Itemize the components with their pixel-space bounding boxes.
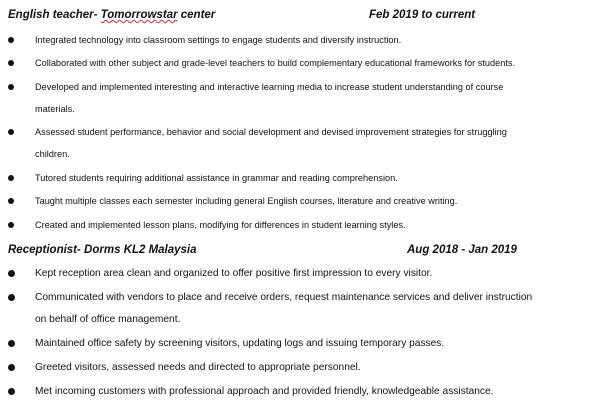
job2-item-3: Maintained office safety by screening visitors, updating logs and issuing temporary passes. xyxy=(35,338,445,349)
job2-item-5: Met incoming customers with professional approach and provided friendly, knowledgeable assistance. xyxy=(35,386,494,397)
job-dates-english-teacher: Feb 2019 to current xyxy=(369,9,476,21)
bullet-icon xyxy=(8,198,14,204)
job1-item-6: Taught multiple classes each semester including general English courses, literature and creative writing. xyxy=(35,196,458,206)
job1-item-5: Tutored students requiring additional assistance in grammar and reading comprehension. xyxy=(35,173,398,183)
job-title-prefix: English teacher- xyxy=(8,9,101,21)
job1-item-3-line2: materials. xyxy=(35,104,75,114)
bullet-icon xyxy=(8,175,14,181)
bullet-icon xyxy=(8,364,15,371)
job2-item-1: Kept reception area clean and organized to offer positive first impression to every visitor. xyxy=(35,268,433,279)
bullet-icon xyxy=(8,222,14,228)
bullet-icon xyxy=(8,294,15,301)
job1-item-4-line1: Assessed student performance, behavior and social development and devised improvement strategies for struggling xyxy=(35,127,507,137)
job1-item-3-line1: Developed and implemented interesting and interactive learning media to increase student understanding of course xyxy=(35,82,504,92)
job-title-english-teacher xyxy=(8,9,215,21)
job1-item-7: Created and implemented lesson plans, modifying for differences in student learning styles. xyxy=(35,220,406,230)
job-dates-receptionist: Aug 2018 - Jan 2019 xyxy=(407,244,517,256)
job2-item-2-line1: Communicated with vendors to place and receive orders, request maintenance services and deliver instruction xyxy=(35,292,533,303)
bullet-icon xyxy=(8,84,14,90)
job1-item-2: Collaborated with other subject and grade-level teachers to build complementary educational frameworks for students. xyxy=(35,58,516,68)
bullet-icon xyxy=(8,340,15,347)
job-title-suffix: center xyxy=(177,9,216,21)
job2-item-4: Greeted visitors, assessed needs and directed to appropriate personnel. xyxy=(35,362,361,373)
bullet-icon xyxy=(8,388,15,395)
bullet-icon xyxy=(8,270,15,277)
bullet-icon xyxy=(8,129,14,135)
company-name-tomorrowstar: Tomorrowstar xyxy=(100,9,178,21)
job2-item-2-line2: on behalf of office management. xyxy=(35,314,181,325)
job1-item-4-line2: children. xyxy=(35,149,70,159)
job-title-receptionist: Receptionist- Dorms KL2 Malaysia xyxy=(8,244,197,256)
bullet-icon xyxy=(8,37,14,43)
bullet-icon xyxy=(8,60,14,66)
job1-item-1: Integrated technology into classroom settings to engage students and diversify instruction. xyxy=(35,35,402,45)
